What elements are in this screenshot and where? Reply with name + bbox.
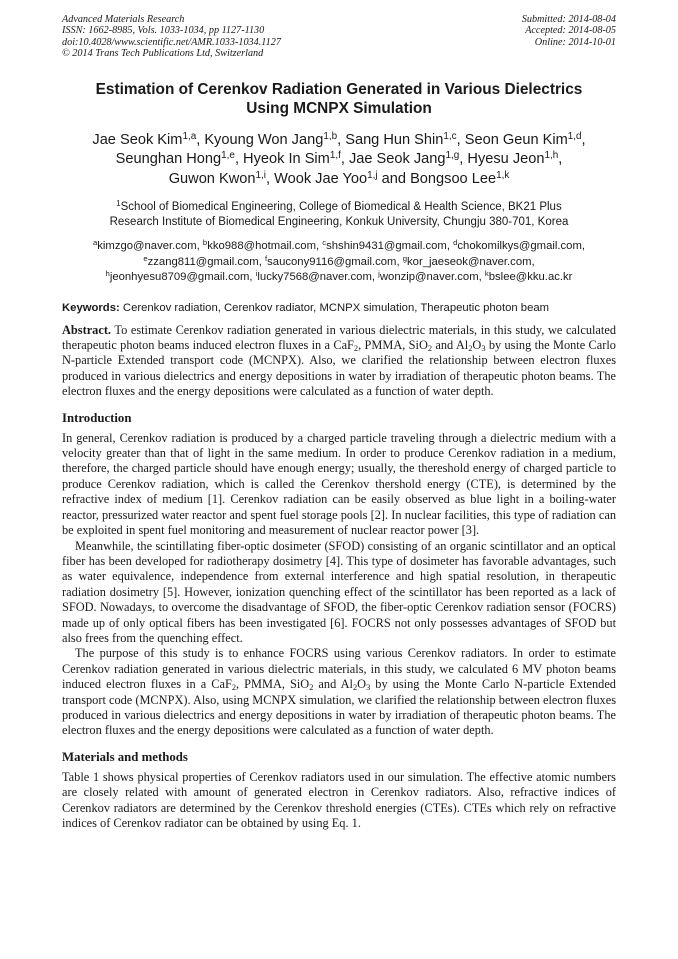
- email-list: [62, 239, 616, 286]
- methods-section: [62, 770, 616, 832]
- subscript: 3: [366, 683, 371, 693]
- email-line-1: $^a$kimzgo@naver.com, $^b$kko988@hotmail.com, $^c$shshin9431@gmail.com, $^d$chokomilkys@gmail.com,: [92, 238, 586, 253]
- author-name: Seunghan Hong: [115, 151, 222, 168]
- email-line-3: $^h$jeonhyesu8709@gmail.com, $^i$lucky7568@naver.com, $^j$wonzip@naver.com, $^k$bslee@kku.ac.kr: [105, 269, 573, 284]
- email-sup: j: [378, 269, 380, 279]
- email-sup: c: [322, 238, 327, 248]
- abstract: [62, 323, 616, 400]
- author-sep: ,: [456, 131, 465, 148]
- intro-paragraph-2: Meanwhile, the scintillating fiber-optic dosimeter (SFOD) consisting of an organic scintillator and an optical fiber has been developed for radiotherapy dosimetry [4]. This type of dosimeter has favorable advantages, such as water equivalence, independence from external interference and high spatial resolution, in therapeutic radiation dosimetry [5]. However, ionization quenching effect of the scintillator has been reported as a lack of SFOD. Nowadays, to overcome the disadvantage of SFOD, the fiber-optic Cerenkov radiation sensor (FOCRS) made up of only optical fibers has been investigated [6]. FOCRS not only possesses advantages of SFOD but also frees from the quenching effect.: [62, 538, 616, 645]
- author-sup: 1,a: [182, 130, 197, 142]
- abstract-text: and Al: [432, 338, 469, 353]
- email-sup: e: [143, 253, 148, 263]
- email-address[interactable]: bslee@kku.ac.kr: [488, 271, 573, 284]
- intro-text: , PMMA, SiO: [236, 677, 310, 692]
- author-sep: ,: [196, 131, 205, 148]
- journal-info: [62, 14, 281, 60]
- author-sup: 1,c: [443, 130, 457, 142]
- paper-title: [62, 80, 616, 118]
- affiliation-text-1: School of Biomedical Engineering, College of Biomedical & Health Science, BK21 Plus: [120, 201, 562, 214]
- intro-paragraph-1: In general, Cerenkov radiation is produced by a charged particle traveling through a dielectric medium with a velocity greater than that of light in the same medium. In order to produce Cerenkov radiation in a medium, therefore, the charged particle should have enough energy; usually, the thereshold energy of charged particle to produce Cerenkov radiation, which is called the Cerenkov thershold energy (CTE), is determined by the refractive index of medium [1]. Cerenkov radiation can be easily observed as blue light in a boiling-water reactor, pressurized water reactor and spent fuel storage pools [2]. In nuclear facilities, this type of radiation can be exploited in spent fuel monitoring and measurement of nuclear reactor power [3].: [62, 430, 616, 538]
- methods-paragraph-1: Table 1 shows physical properties of Cerenkov radiators used in our simulation. The effective atomic numbers are closely related with amount of generated electron in Cerenkov radiators. Also, refractive indices of Cerenkov radiators are determined by the Cerenkov threshold energies (CTEs). CTEs which rely on refractive indices of Cerenkov radiator can be obtained by using Eq. 1.: [62, 769, 616, 830]
- journal-issn: ISSN: 1662-8985, Vols. 1033-1034, pp 1127-1130: [62, 25, 265, 37]
- author-sep: ,: [581, 131, 586, 148]
- author-name: Guwon Kwon: [168, 170, 256, 187]
- journal-doi: doi:10.4028/www.scientific.net/AMR.1033-1034.1127: [62, 36, 281, 48]
- intro-text: and Al: [313, 677, 353, 692]
- email-address[interactable]: zzang811@gmail.com: [147, 255, 259, 268]
- email-address[interactable]: lucky7568@naver.com: [257, 271, 372, 284]
- date-accepted: Accepted: 2014-08-05: [525, 25, 616, 37]
- author-sep: ,: [340, 151, 349, 168]
- author-sup: 1,j: [367, 169, 378, 181]
- author-sep: ,: [337, 131, 346, 148]
- author-sep: ,: [459, 151, 468, 168]
- date-submitted: Submitted: 2014-08-04: [521, 14, 616, 25]
- subscript: 2: [353, 344, 359, 354]
- author-list: [62, 131, 616, 190]
- author-name: Jae Seok Kim: [92, 131, 183, 148]
- email-sup: g: [402, 253, 408, 263]
- email-sup: i: [255, 269, 258, 279]
- author-sup: 1,f: [329, 150, 341, 162]
- email-sup: a: [92, 238, 98, 248]
- abstract-text: To estimate Cerenkov radiation generated in various dielectric materials, in this study, we calculated therapeutic photon beams induced electron fluxes in a CaF: [62, 322, 616, 353]
- author-sup: 1,d: [567, 130, 582, 142]
- author-sep: ,: [558, 151, 563, 168]
- author-sep: and: [377, 170, 411, 187]
- author-sup: 1,e: [221, 150, 235, 162]
- email-address[interactable]: chokomilkys@gmail.com: [457, 240, 582, 253]
- abstract-paragraph: [62, 323, 616, 400]
- author-sup: 1,k: [496, 169, 510, 181]
- email-sup: k: [484, 269, 489, 279]
- keywords: [62, 301, 616, 315]
- author-name: Hyesu Jeon: [467, 151, 545, 168]
- author-sup: 1,i: [255, 169, 266, 181]
- keywords-label: Keywords:: [62, 301, 120, 314]
- email-sup: f: [265, 253, 268, 263]
- subscript: 2: [427, 344, 433, 354]
- email-sup: h: [105, 269, 110, 279]
- subscript: 2: [352, 683, 358, 693]
- section-heading-methods: Materials and methods: [62, 749, 188, 764]
- intro-text: by using the Monte Carlo N-particle Extended transport code (MCNPX). Also, using MCNPX simulation, we clarified the relationship between electron fluxes produced in various dielectrics and energy depositions in water by irradiation of therapeutic photon beams. The electron fluxes and the energy depositions were calculated as a function of water depth.: [62, 677, 616, 738]
- author-sep: ,: [265, 170, 275, 187]
- author-name: Hyeok In Sim: [243, 151, 330, 168]
- subscript: 2: [309, 683, 314, 693]
- journal-name: Advanced Materials Research: [62, 14, 185, 25]
- title-line-2: Using MCNPX Simulation: [246, 99, 432, 117]
- affiliation-line-1: [62, 200, 616, 215]
- email-sup: d: [453, 238, 458, 248]
- abstract-text: , PMMA, SiO: [358, 338, 428, 353]
- author-name: Jae Seok Jang: [348, 151, 446, 168]
- publication-dates: [522, 14, 616, 60]
- email-address[interactable]: saucony9116@gmail.com: [267, 255, 397, 268]
- email-address[interactable]: jeonhyesu8709@gmail.com: [109, 271, 250, 284]
- author-sup: 1,g: [445, 150, 460, 162]
- introduction-section: [62, 431, 616, 739]
- abstract-text: by using the Monte Carlo N-particle Extended transport code (MCNPX). Also, we clarified the relationship between electron fluxes produced in various dielectrics and energy depositions in water by irradiation of therapeutic photon beams. The electron fluxes and the energy depositions were calculated as a function of water depth.: [62, 338, 616, 399]
- email-address[interactable]: kor_jaeseok@naver.com: [407, 255, 532, 268]
- subscript: 3: [481, 344, 486, 354]
- email-address[interactable]: kko988@hotmail.com: [207, 240, 316, 253]
- author-name: Bongsoo Lee: [410, 170, 497, 187]
- email-address[interactable]: shshin9431@gmail.com: [326, 240, 447, 253]
- title-line-1: Estimation of Cerenkov Radiation Generated in Various Dielectrics: [95, 80, 583, 98]
- abstract-label: Abstract.: [62, 322, 112, 337]
- intro-paragraph-3: [62, 646, 616, 738]
- affiliation-line-2: Research Institute of Biomedical Engineering, Konkuk University, Chungju 380-701, Korea: [109, 216, 569, 229]
- email-address[interactable]: kimzgo@naver.com: [97, 240, 197, 253]
- email-address[interactable]: wonzip@naver.com: [379, 271, 479, 284]
- author-sup: 1,b: [323, 130, 338, 142]
- keywords-text: Cerenkov radiation, Cerenkov radiator, MCNPX simulation, Therapeutic photon beam: [119, 301, 550, 314]
- email-line-2: $^e$zzang811@gmail.com, $^f$saucony9116@gmail.com, $^g$kor_jaeseok@naver.com,: [143, 253, 535, 268]
- section-heading-introduction: Introduction: [62, 410, 132, 425]
- author-name: Sang Hun Shin: [345, 131, 444, 148]
- author-sep: ,: [234, 151, 244, 168]
- date-online: Online: 2014-10-01: [534, 36, 616, 48]
- author-name: Kyoung Won Jang: [204, 131, 324, 148]
- subscript: 2: [468, 344, 473, 354]
- email-sup: b: [202, 238, 208, 248]
- author-sup: 1,h: [544, 150, 559, 162]
- affiliation-sup: 1: [116, 199, 121, 209]
- author-name: Seon Geun Kim: [464, 131, 568, 148]
- intro-text: O: [357, 677, 367, 692]
- subscript: 2: [231, 683, 237, 693]
- affiliation: [62, 200, 616, 230]
- abstract-text: O: [472, 338, 482, 353]
- journal-header: [62, 14, 616, 60]
- journal-copyright: © 2014 Trans Tech Publications Ltd, Switzerland: [62, 48, 264, 60]
- intro-text: The purpose of this study is to enhance FOCRS using various Cerenkov radiators. In order to estimate Cerenkov radiation generated in various dielectric materials, in this study, we calculated 6 MV photon beams induced electron fluxes in a CaF: [62, 646, 616, 692]
- author-name: Wook Jae Yoo: [274, 170, 368, 187]
